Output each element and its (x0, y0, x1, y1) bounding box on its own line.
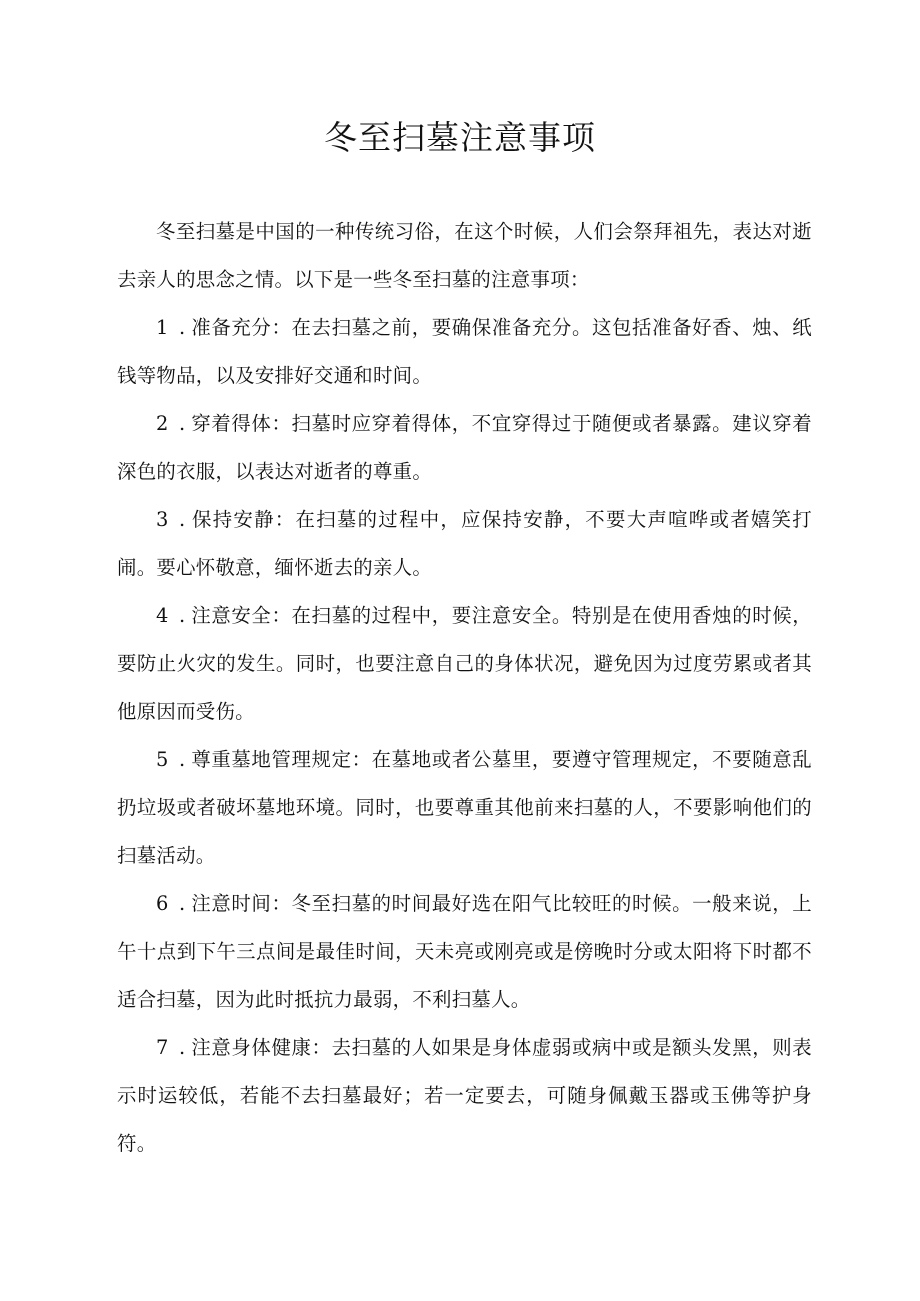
item-text-5: 尊重墓地管理规定：在墓地或者公墓里，要遵守管理规定，不要随意乱扔垃圾或者破坏墓地环境。同时，也要尊重其他前来扫墓的人，不要影响他们的扫墓活动。 (117, 748, 812, 867)
document-body (117, 208, 812, 1168)
item-number-3: 3 (156, 508, 169, 531)
list-item-3 (117, 496, 812, 592)
item-text-6: 注意时间：冬至扫墓的时间最好选在阳气比较旺的时候。一般来说，上午十点到下午三点间是最佳时间，天未亮或刚亮或是傍晚时分或太阳将下时都不适合扫墓，因为此时抵抗力最弱，不利扫墓人。 (117, 892, 812, 1011)
item-number-2: 2 (156, 412, 169, 435)
list-item-2 (117, 400, 812, 496)
document-title: 冬至扫墓注意事项 (324, 118, 596, 157)
item-dot-2: . (179, 412, 186, 435)
item-dot-3: . (179, 508, 186, 531)
item-number-6: 6 (156, 892, 169, 915)
list-item-1 (117, 304, 812, 400)
item-text-1: 准备充分：在去扫墓之前，要确保准备充分。这包括准备好香、烛、纸钱等物品，以及安排好交通和时间。 (117, 316, 812, 387)
item-number-4: 4 (156, 604, 169, 627)
item-text-4: 注意安全：在扫墓的过程中，要注意安全。特别是在使用香烛的时候，要防止火灾的发生。同时，也要注意自己的身体状况，避免因为过度劳累或者其他原因而受伤。 (117, 604, 812, 723)
item-number-5: 5 (156, 748, 169, 771)
item-dot-7: . (179, 1036, 186, 1059)
item-dot-5: . (179, 748, 186, 771)
list-item-6 (117, 880, 812, 1024)
item-text-2: 穿着得体：扫墓时应穿着得体，不宜穿得过于随便或者暴露。建议穿着深色的衣服，以表达对逝者的尊重。 (117, 412, 812, 483)
item-number-1: 1 (156, 316, 169, 339)
item-dot-1: . (179, 316, 186, 339)
intro-paragraph: 冬至扫墓是中国的一种传统习俗，在这个时候，人们会祭拜祖先，表达对逝去亲人的思念之情。以下是一些冬至扫墓的注意事项： (117, 220, 812, 291)
item-text-7: 注意身体健康：去扫墓的人如果是身体虚弱或病中或是额头发黑，则表示时运较低，若能不去扫墓最好；若一定要去，可随身佩戴玉器或玉佛等护身符。 (117, 1036, 812, 1155)
list-item-5 (117, 736, 812, 880)
list-item-4 (117, 592, 812, 736)
item-number-7: 7 (156, 1036, 169, 1059)
item-text-3: 保持安静：在扫墓的过程中，应保持安静，不要大声喧哗或者嬉笑打闹。要心怀敬意，缅怀逝去的亲人。 (117, 508, 812, 579)
list-item-7 (117, 1024, 812, 1168)
item-dot-6: . (179, 892, 186, 915)
item-dot-4: . (179, 604, 186, 627)
